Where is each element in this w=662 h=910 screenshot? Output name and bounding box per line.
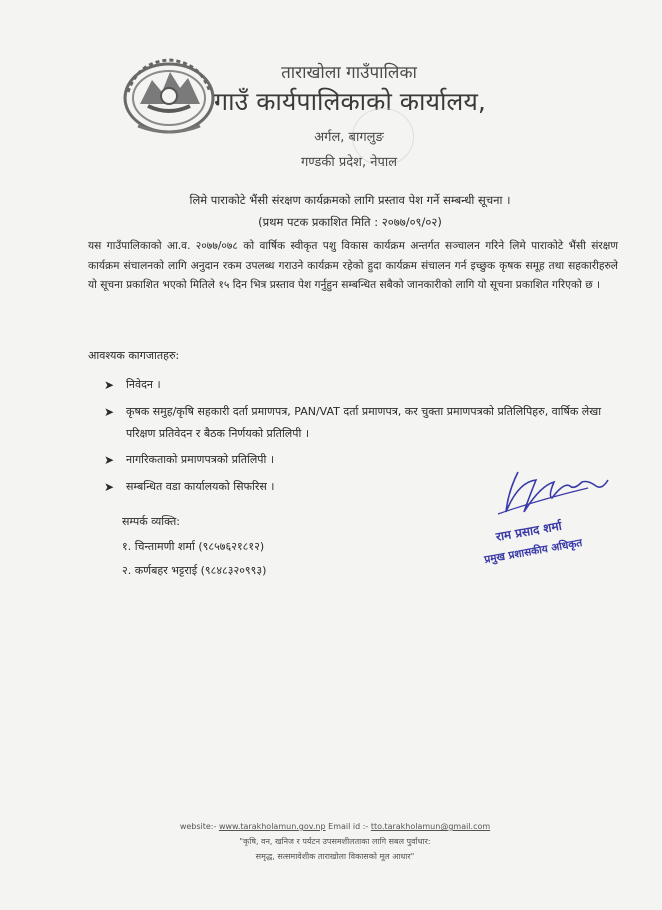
website-label: website:- — [179, 822, 217, 831]
arrow-bullet-icon: ➤ — [104, 405, 115, 419]
email-link[interactable]: tto.tarakholamun@gmail.com — [370, 822, 491, 831]
signature-stamp — [478, 452, 618, 572]
contact-person: २. कर्णबहर भट्टराई (९८४८३२०९९३) — [122, 564, 267, 577]
footer-slogan-2: समृद्ध, सत्समावेशीक ताराखोला विकासको मूल आधार" — [255, 852, 415, 861]
footer-slogan-1: "कृषि, वन, खनिज र पर्यटन उपसमशीलताका लागि सबल पुर्वाधार: — [239, 837, 431, 846]
publish-date: (प्रथम पटक प्रकाशित मिति : २०७७/०९/०२) — [258, 215, 442, 229]
office-location: अर्गल, बागलुङ — [314, 130, 384, 145]
notice-body: यस गाउँपालिकाको आ.व. २०७७/०७८ को वार्षिक स्वीकृत पशु विकास कार्यक्रम अन्तर्गत सञ्चालन गरिने लिमे पाराकोटे भैंसी संरक्षण कार्यक्रम संचालनको लागि अनुदान रकम उपलब्ध गराउने कार्यक्रम रहेको हुदा कार्यक्रम संचालन गर्न इच्छुक कृषक समूह तथा सहकारीहरुले यो सूचना प्रकाशित भएको मितिले १५ दिन भित्र प्रस्ताव पेश गर्नुहुन सम्बन्धित सबैको जानकारीको लागि यो सूचना प्रकाशित गरिएको छ । — [88, 240, 618, 291]
contact-heading: सम्पर्क व्यक्ति: — [122, 515, 181, 528]
municipality-name: ताराखोला गाउँपालिका — [281, 63, 417, 83]
stamp-designation: प्रमुख प्रशासकीय अधिकृत — [483, 537, 584, 567]
nepal-emblem-icon — [118, 52, 220, 138]
arrow-bullet-icon: ➤ — [104, 480, 115, 494]
office-province: गण्डकी प्रदेश, नेपाल — [300, 155, 398, 170]
contact-person: १. चिन्तामणी शर्मा (९८५७६२१८१२) — [122, 540, 265, 553]
office-name: गाउँ कार्यपालिकाको कार्यालय, — [214, 87, 486, 116]
stamp-name: राम प्रसाद शर्मा — [494, 518, 563, 544]
requirement-item — [104, 401, 614, 445]
requirements-heading: आवश्यक कागजातहरु: — [88, 349, 180, 362]
requirement-text: सम्बन्धित वडा कार्यालयको सिफरिस । — [126, 480, 275, 493]
requirement-text: निवेदन । — [126, 378, 161, 391]
arrow-bullet-icon: ➤ — [104, 378, 115, 392]
footer-contact-line — [150, 822, 520, 831]
email-label: Email id :- — [328, 822, 369, 831]
notice-title: लिमे पाराकोटे भैंसी संरक्षण कार्यक्रमको लागि प्रस्ताव पेश गर्ने सम्बन्धी सूचना । — [189, 193, 511, 207]
requirement-item — [104, 374, 614, 396]
requirement-text: कृषक समुह/कृषि सहकारी दर्ता प्रमाणपत्र, PAN/VAT दर्ता प्रमाणपत्र, कर चुक्ता प्रमाणपत्रको प्रतिलिपिहरु, वार्षिक लेखा परिक्षण प्रतिवेदन र बैठक निर्णयको प्रतिलिपी । — [126, 405, 602, 440]
website-link[interactable]: www.tarakholamun.gov.np — [218, 822, 326, 831]
requirement-text: नागरिकताको प्रमाणपत्रको प्रतिलिपी । — [126, 453, 275, 466]
arrow-bullet-icon: ➤ — [104, 453, 115, 467]
